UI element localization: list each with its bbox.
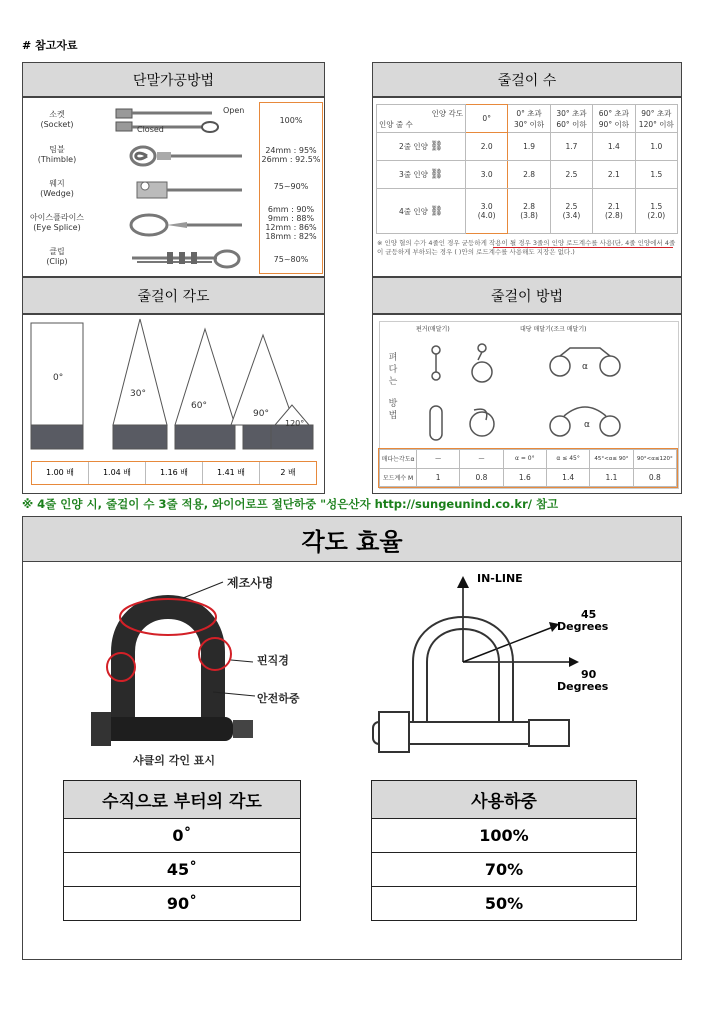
table-header-row (372, 781, 637, 819)
deg90-label: Degrees (557, 680, 609, 693)
legs-cell: 1.9 (508, 133, 550, 161)
method-col2: 대당 매달기(조크 매달기) (520, 326, 587, 333)
load-cell: 70% (372, 853, 637, 887)
legs-corner (377, 105, 466, 133)
legs-title: 줄걸이 수 (497, 72, 557, 89)
shackle-caption: 샤클의 각인 표시 (133, 754, 216, 767)
legs-cell: 1.7 (550, 133, 592, 161)
method-title: 줄걸이 방법 (490, 288, 564, 305)
side-char (386, 388, 400, 398)
legs-cell: 1.5 (635, 161, 677, 189)
legs-cell: 2.5 (3.4) (550, 189, 592, 234)
termination-eff: 6mm : 90% 9mm : 88% 12mm : 86% 18mm : 82% (265, 205, 317, 241)
method-cell: 90°<α≤120° (633, 450, 676, 469)
angle-col-header: 수직으로 부터의 각도 (64, 781, 301, 819)
legs-row (377, 189, 678, 234)
legs-cell: 1.0 (635, 133, 677, 161)
angle-label: 90° (253, 409, 269, 419)
row-en: (Clip) (46, 257, 68, 266)
angle-panel (22, 314, 325, 494)
side-char: 방 (388, 399, 398, 409)
row-name: 웨지 (49, 179, 65, 188)
method-grid (379, 321, 679, 489)
table-row (372, 819, 637, 853)
method-cell: 0.8 (633, 468, 676, 487)
angle-cell: 0˚ (64, 819, 301, 853)
angle-label: 30° (130, 389, 146, 399)
legs-cell: 2.5 (550, 161, 592, 189)
method-cell: — (460, 450, 503, 469)
termination-eff: 75~90% (273, 182, 309, 191)
marked-shackle-image (73, 572, 313, 772)
angle-factor: 1.16 배 (146, 462, 203, 484)
load-cell: 100% (372, 819, 637, 853)
legs-col-header: 60° 초과 90° 이하 (593, 105, 635, 133)
method-angle-row (380, 450, 677, 469)
row-en: (Socket) (40, 120, 74, 129)
table-row (64, 887, 301, 921)
deg45-label: Degrees (557, 620, 609, 633)
legs-cell: 2.8 (508, 161, 550, 189)
legs-cell: 2.1 (593, 161, 635, 189)
corner-top: 인양 각도 (431, 108, 463, 118)
table-header-row (64, 781, 301, 819)
row-en: (Thimble) (37, 155, 77, 164)
deg45-value: 45 (581, 608, 597, 621)
method-row-label: 매다는각도α (380, 450, 417, 469)
angle-factor: 2 배 (280, 468, 296, 477)
socket-closed-label: Closed (137, 125, 164, 134)
termination-eff: 75~80% (273, 255, 309, 264)
table-row (64, 819, 301, 853)
legs-note: ※ 인양 혈의 수가 4줄인 경우 균등하게 작용이 될 경우 3줄의 인양 로드계수를 사용(단, 4줄 인양에서 4줄이 균등하게 부하되는 경우 ( )안의 로드계수를 사용해도 지장은 없다.) (377, 239, 676, 256)
angle-header (22, 277, 325, 314)
side-char: 법 (388, 411, 398, 421)
legs-col-header: 30° 초과 60° 이하 (550, 105, 592, 133)
angle-label: 0° (53, 373, 64, 383)
legs-col-header: 0° (466, 105, 508, 133)
method-cell: 1.4 (546, 468, 589, 487)
row-name: 팀블 (49, 145, 65, 154)
angle-table (63, 780, 301, 921)
legs-note-underline (493, 247, 673, 248)
method-cell: 45°<α≤ 90° (590, 450, 633, 469)
chain-4-icon: ⛓ (430, 205, 443, 217)
angle-factor: 1.00 배 (32, 462, 89, 484)
method-cell: 1 (417, 468, 460, 487)
chain-3-icon: ⛓ (430, 169, 443, 181)
thimble-icon (127, 142, 247, 170)
row-en: (Wedge) (40, 189, 74, 198)
row-name: 클립 (49, 247, 65, 256)
method-cell: α = 0° (503, 450, 546, 469)
side-char: 는 (388, 377, 398, 387)
load-col-header: 사용하중 (372, 781, 637, 819)
angle-factor: 1.04 배 (89, 462, 146, 484)
legs-row-label: 2줄 인양 (399, 142, 428, 152)
eye-splice-icon (127, 210, 247, 240)
method-table-box (378, 448, 678, 488)
angle-cell: 90˚ (64, 887, 301, 921)
pin-label: 핀직경 (257, 654, 289, 667)
termination-panel (22, 97, 325, 277)
efficiency-section (22, 562, 682, 960)
angle-label: 60° (191, 401, 207, 411)
angle-factor: 1.41 배 (203, 462, 260, 484)
legs-col-header: 90° 초과 120° 이하 (635, 105, 677, 133)
doc-header: # 참고자료 (22, 39, 78, 52)
method-cell: 1.6 (503, 468, 546, 487)
legs-panel (372, 97, 682, 277)
legs-col-header: 0° 초과 30° 이하 (508, 105, 550, 133)
row-en: (Eye Splice) (33, 223, 81, 232)
efficiency-header (22, 516, 682, 562)
chain-2-icon: ⛓ (430, 141, 443, 153)
load-cell: 50% (372, 887, 637, 921)
table-row (64, 853, 301, 887)
legs-row-label: 3줄 인양 (399, 170, 428, 180)
socket-open-label: Open (223, 106, 245, 115)
termination-title: 단말가공방법 (132, 72, 215, 89)
method-cell: — (417, 450, 460, 469)
deg90-value: 90 (581, 668, 597, 681)
angle-shackle-image (353, 572, 653, 762)
angle-title: 줄걸이 각도 (137, 288, 210, 305)
load-label: 안전하중 (257, 692, 300, 705)
legs-row-label: 4줄 인양 (399, 206, 428, 216)
angle-cell: 45˚ (64, 853, 301, 887)
side-char: 펴 (388, 353, 398, 363)
method-side-label (386, 352, 400, 422)
termination-row (27, 174, 257, 204)
legs-cell: 2.0 (466, 133, 508, 161)
angle-factor-box (31, 461, 317, 485)
termination-eff: 100% (279, 116, 303, 125)
method-diagram (410, 336, 678, 446)
load-table (371, 780, 637, 921)
method-cell: 1.1 (590, 468, 633, 487)
legs-row (377, 133, 678, 161)
row-name: 아이스플라이스 (29, 213, 85, 222)
source-note: ※ 4줄 인양 시, 줄걸이 수 3줄 적용, 와이어로프 절단하중 "성은산자 http://sungeunind.co.kr/ 참고 (22, 497, 559, 511)
angle-diagram (23, 315, 325, 455)
legs-cell: 2.1 (2.8) (593, 189, 635, 234)
table-row (372, 887, 637, 921)
method-cell: 0.8 (460, 468, 503, 487)
legs-row (377, 161, 678, 189)
row-name: 소켓 (49, 110, 65, 119)
clip-icon (127, 246, 247, 270)
method-factor-row (380, 468, 677, 487)
inline-label: IN-LINE (477, 572, 523, 585)
side-char: 다 (388, 365, 398, 375)
legs-cell: 2.8 (3.8) (508, 189, 550, 234)
termination-row (27, 206, 257, 242)
legs-cell: 3.0 (4.0) (466, 189, 508, 234)
termination-header (22, 62, 325, 97)
termination-row (27, 244, 257, 274)
maker-label: 제조사명 (227, 576, 274, 590)
method-panel (372, 314, 682, 494)
method-col1: 편거(매달기) (416, 326, 450, 333)
method-row-label: 모드계수 M (380, 468, 417, 487)
legs-header (372, 62, 682, 97)
angle-label: 120° (285, 419, 305, 428)
table-row (372, 853, 637, 887)
method-cell: α ≤ 45° (546, 450, 589, 469)
alpha-label: α (582, 362, 588, 372)
termination-eff: 24mm : 95% 26mm : 92.5% (261, 146, 321, 164)
alpha-label: α (584, 420, 590, 430)
legs-cell: 3.0 (466, 161, 508, 189)
legs-cell: 1.5 (2.0) (635, 189, 677, 234)
legs-cell: 1.4 (593, 133, 635, 161)
termination-row (27, 140, 257, 170)
corner-bottom: 인양 줄 수 (379, 119, 413, 129)
termination-row (27, 106, 257, 134)
wedge-icon (127, 176, 247, 204)
method-header (372, 277, 682, 314)
legs-table (376, 104, 678, 234)
efficiency-title: 각도 효율 (301, 527, 403, 556)
